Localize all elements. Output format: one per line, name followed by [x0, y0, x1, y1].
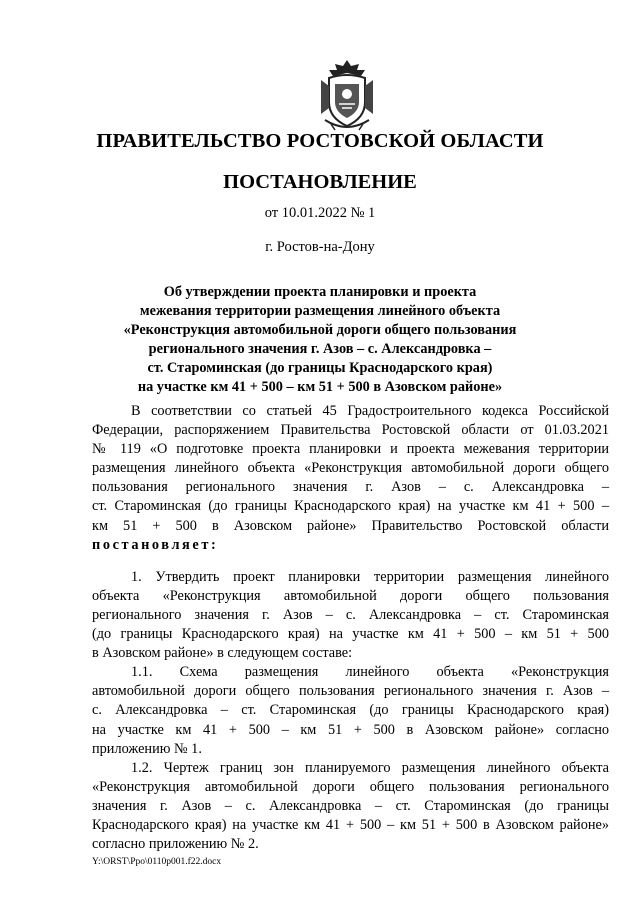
text-line: объекта «Реконструкция автомобильной дороги общего пользования: [92, 587, 609, 604]
organization-title: ПРАВИТЕЛЬСТВО РОСТОВСКОЙ ОБЛАСТИ: [96, 130, 544, 152]
text-line: № 119 «О подготовке проекта планировки и проекта межевания территории: [92, 441, 609, 458]
text-line: В соответствии со статьей 45 Градостроительного кодекса Российской: [131, 403, 609, 419]
text-line: 1.1. Схема размещения линейного объекта «Реконструкция: [131, 664, 609, 681]
title-line: межевания территории размещения линейного объекта: [139, 303, 501, 319]
title-line: ст. Староминская (до границы Краснодарского края): [147, 360, 493, 376]
text-line: ст. Староминская (до границы Краснодарского края) на участке км 41 + 500 –: [92, 498, 609, 515]
text-line: «Реконструкция автомобильной дороги общего пользования регионального: [92, 778, 609, 795]
text-line: приложению № 1.: [92, 740, 202, 757]
title-line: Об утверждении проекта планировки и проекта: [163, 284, 477, 300]
document-body: [92, 402, 609, 854]
text-line: значения г. Азов – с. Александровка – ст. Староминская (до границы: [92, 797, 609, 814]
city: г. Ростов-на-Дону: [265, 239, 375, 255]
text-line: 1. Утвердить проект планировки территории размещения линейного: [131, 568, 609, 585]
item-1-2-paragraph: [92, 759, 609, 854]
text-line: с. Александровка – ст. Староминская (до границы Краснодарского края): [92, 702, 609, 719]
title-line: «Реконструкция автомобильной дороги общего пользования: [123, 322, 517, 338]
document-type: ПОСТАНОВЛЕНИЕ: [223, 171, 417, 193]
file-path-footer: Y:\ORST\Ppo\0110p001.f22.docx: [92, 857, 222, 867]
text-line: на участке км 41 + 500 – км 51 + 500 в Азовском районе» согласно: [92, 721, 609, 738]
text-line: (до границы Краснодарского края) на участке км 41 + 500 – км 51 + 500: [92, 626, 609, 643]
text-line: в Азовском районе» в следующем составе:: [92, 645, 353, 662]
coat-of-arms-emblem: [315, 58, 379, 132]
item-1-1-paragraph: [92, 663, 609, 758]
text-line: Федерации, распоряжением Правительства Ростовской области от 01.03.2021: [92, 422, 609, 439]
document-title: [80, 283, 560, 397]
text-line: размещения линейного объекта «Реконструкция автомобильной дороги общего: [92, 460, 609, 477]
item-1-paragraph: [92, 568, 609, 663]
preamble-paragraph: [92, 402, 609, 555]
text-line: км 51 + 500 в Азовском районе» Правительство Ростовской области: [92, 517, 609, 534]
text-line: согласно приложению № 2.: [92, 836, 259, 853]
title-line: на участке км 41 + 500 – км 51 + 500 в Азовском районе»: [137, 379, 503, 395]
text-line: автомобильной дороги общего пользования регионального значения г. Азов –: [92, 683, 609, 700]
title-line: регионального значения г. Азов – с. Александровка –: [148, 341, 492, 357]
text-line: Краснодарского края) на участке км 41 + 500 – км 51 + 500 в Азовском районе»: [92, 816, 609, 833]
date-number: от 10.01.2022 № 1: [264, 205, 376, 221]
text-line: регионального значения г. Азов – с. Александровка – ст. Староминская: [92, 606, 609, 623]
text-line: пользования регионального значения г. Азов – с. Александровка –: [92, 479, 609, 496]
text-line: 1.2. Чертеж границ зон планируемого размещения линейного объекта: [131, 759, 609, 776]
decree-word: постановляет:: [92, 536, 219, 553]
